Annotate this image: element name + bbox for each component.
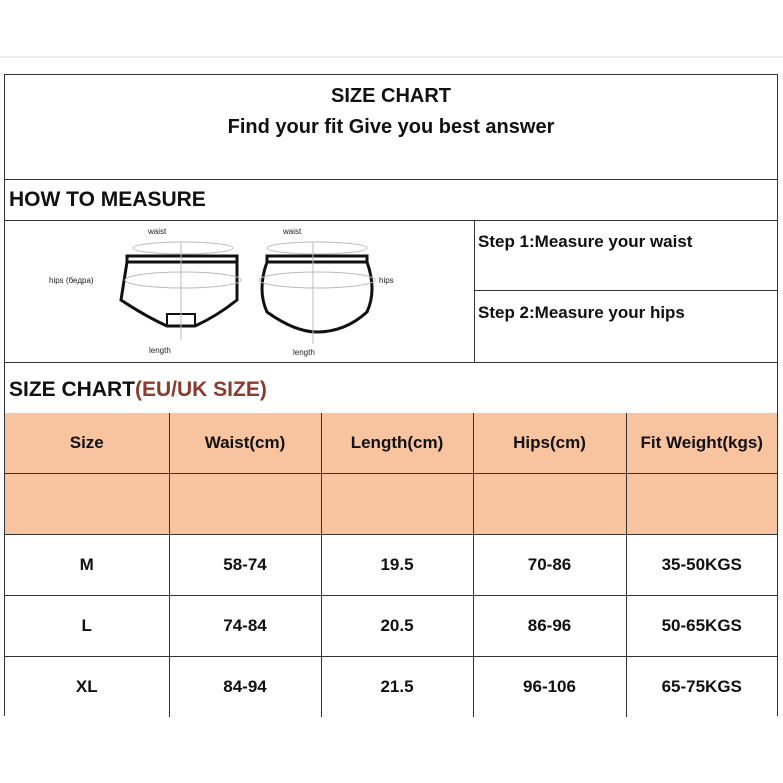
step-measure-waist: Step 1:Measure your waist [475, 220, 777, 291]
measure-panel [5, 220, 777, 363]
left-waist-label: waist [148, 227, 167, 236]
size-chart-sheet [4, 74, 778, 716]
measure-illustration [5, 220, 475, 362]
left-length-label: length [149, 346, 171, 355]
cell-weight: 50-65KGS [626, 596, 777, 657]
cell-length: 20.5 [321, 596, 473, 657]
page-subtitle: Find your fit Give you best answer [227, 116, 555, 138]
top-divider [0, 56, 783, 58]
column-header-waist: Waist(cm) [169, 413, 321, 474]
column-header-hips: Hips(cm) [473, 413, 626, 474]
briefs-diagram [5, 220, 474, 362]
column-header-size: Size [5, 413, 169, 474]
how-to-measure-section [5, 179, 777, 221]
table-row [5, 535, 777, 596]
left-hips-label: hips (бедра) [49, 276, 94, 285]
table-row [5, 657, 777, 718]
cell-hips: 86-96 [473, 596, 626, 657]
how-to-measure-label: HOW TO MEASURE [9, 188, 206, 211]
cell-length: 21.5 [321, 657, 473, 718]
table-row [5, 596, 777, 657]
spacer-cell [5, 474, 169, 535]
right-hips-label: hips [379, 276, 394, 285]
spacer-cell [473, 474, 626, 535]
spacer-cell [626, 474, 777, 535]
column-header-length: Length(cm) [321, 413, 473, 474]
spacer-cell [169, 474, 321, 535]
cell-length: 19.5 [321, 535, 473, 596]
table-header-row [5, 413, 777, 474]
page-title: SIZE CHART [331, 85, 451, 107]
back-brief-figure [259, 242, 375, 344]
cell-weight: 35-50KGS [626, 535, 777, 596]
step-measure-hips: Step 2:Measure your hips [478, 303, 685, 322]
cell-hips: 70-86 [473, 535, 626, 596]
front-brief-figure [121, 242, 241, 340]
cell-waist: 84-94 [169, 657, 321, 718]
spacer-cell [321, 474, 473, 535]
chart-header [5, 75, 777, 180]
right-waist-label: waist [283, 227, 302, 236]
size-chart-label-main: SIZE CHART [9, 378, 135, 401]
cell-weight: 65-75KGS [626, 657, 777, 718]
cell-size: L [5, 596, 169, 657]
size-chart-section [5, 362, 777, 414]
table-spacer-row [5, 474, 777, 535]
size-table [5, 413, 777, 717]
column-header-weight: Fit Weight(kgs) [626, 413, 777, 474]
size-chart-label-accent: (EU/UK SIZE) [135, 378, 267, 401]
cell-waist: 58-74 [169, 535, 321, 596]
size-chart-label [9, 378, 267, 402]
cell-hips: 96-106 [473, 657, 626, 718]
right-length-label: length [293, 348, 315, 357]
cell-size: XL [5, 657, 169, 718]
cell-size: M [5, 535, 169, 596]
cell-waist: 74-84 [169, 596, 321, 657]
